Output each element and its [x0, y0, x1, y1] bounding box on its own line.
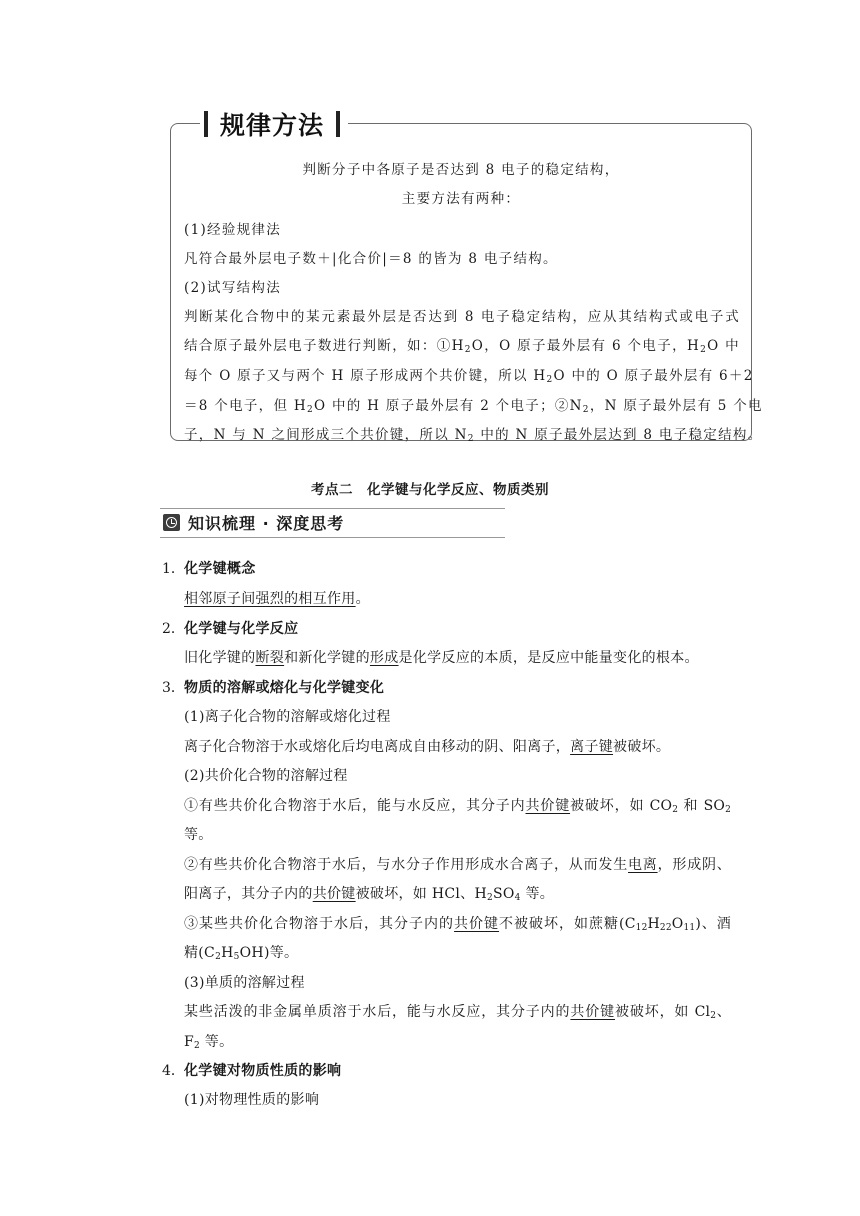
item-2-text: 旧化学键的断裂和新化学键的形成是化学反应的本质，是反应中能量变化的根本。: [184, 650, 699, 666]
item-3-sub-2b-line-1: ②有些共价化合物溶于水后，与水分子作用形成水合离子，从而发生电离，形成阴、: [184, 857, 732, 873]
item-3-sub-3-line-1: 某些活泼的非金属单质溶于水后，能与水反应，其分子内的共价键被破坏，如 $Cl_2$、: [184, 1004, 732, 1021]
item-number: 3．: [162, 680, 185, 696]
item-3-sub-1-text: 离子化合物溶于水或熔化后均电离成自由移动的阴、阳离子，离子键被破坏。: [184, 739, 671, 755]
method-1-text: 凡符合最外层电子数＋|化合价|＝8 的皆为 8 电子结构。: [184, 251, 558, 267]
method-2-line-1: 判断某化合物中的某元素最外层是否达到 8 电子稳定结构，应从其结构式或电子式: [184, 309, 740, 325]
item-4-title: 化学键对物质性质的影响: [184, 1063, 342, 1079]
item-3-sub-3-title: (3)单质的溶解过程: [184, 975, 305, 991]
clock-icon: [163, 514, 180, 531]
item-number: 4．: [162, 1063, 185, 1079]
item-1-title: 化学键概念: [184, 561, 256, 577]
method-1-title: (1)经验规律法: [184, 222, 282, 238]
item-3-sub-2-title: (2)共价化合物的溶解过程: [184, 768, 348, 784]
divider-top: [160, 508, 505, 509]
method-2-title: (2)试写结构法: [184, 280, 282, 296]
item-3-sub-2a-line-2: 等。: [184, 827, 213, 843]
item-2-title: 化学键与化学反应: [184, 621, 299, 637]
item-3-sub-2b-line-2: 阳离子，其分子内的共价键被破坏，如 HCl、$H_2SO_4$ 等。: [184, 886, 555, 903]
item-number: 1．: [162, 561, 185, 577]
item-3-title: 物质的溶解或熔化与化学键变化: [184, 680, 385, 696]
method-intro-2: 主要方法有两种：: [401, 191, 521, 207]
item-3-sub-2c-line-2: 精$(C_2H_5OH)$等。: [184, 945, 299, 962]
knowledge-title: 知识梳理 · 深度思考: [188, 514, 345, 533]
item-3-sub-3-line-2: $F_2$ 等。: [184, 1034, 234, 1051]
item-3-sub-2a-line-1: ①有些共价化合物溶于水后，能与水反应，其分子内共价键被破坏，如 $CO_2$ 和 $SO_2$: [184, 798, 731, 815]
item-1-definition: 相邻原子间强烈的相互作用。: [184, 591, 370, 607]
method-2-line-5: 子，N 与 N 之间形成三个共价键，所以 $N_2$ 中的 N 原子最外层达到 8 电子稳定结构。: [184, 427, 763, 444]
method-2-line-3: 每个 O 原子又与两个 H 原子形成两个共价键，所以 $H_2O$ 中的 O 原子最外层有 6＋2: [184, 368, 754, 385]
method-2-line-2: 结合原子最外层电子数进行判断，如：$①H_2O$，O 原子最外层有 6 个电子，$H_2O$ 中: [184, 338, 740, 355]
method-2-line-4: ＝8 个电子，但 $H_2O$ 中的 H 原子最外层有 2 个电子；$②N_2$，N 原子最外层有 5 个电: [184, 398, 763, 415]
item-3-sub-1-title: (1)离子化合物的溶解或熔化过程: [184, 709, 391, 725]
section-title: 考点二 化学键与化学反应、物质类别: [311, 482, 549, 498]
item-3-sub-2c-line-1: ③某些共价化合物溶于水后，其分子内的共价键不被破坏，如蔗糖$(C_{12}H_{22}O_{11})$、酒: [184, 916, 731, 933]
method-intro-1: 判断分子中各原子是否达到 8 电子的稳定结构，: [302, 162, 620, 178]
item-number: 2．: [162, 621, 185, 637]
divider-bottom: [160, 537, 505, 538]
item-4-sub-1-title: (1)对物理性质的影响: [184, 1092, 320, 1108]
title-bar-left: [204, 111, 208, 137]
method-box-title: 规律方法: [220, 111, 325, 140]
method-box-header: [200, 106, 348, 142]
title-bar-right: [336, 111, 340, 137]
